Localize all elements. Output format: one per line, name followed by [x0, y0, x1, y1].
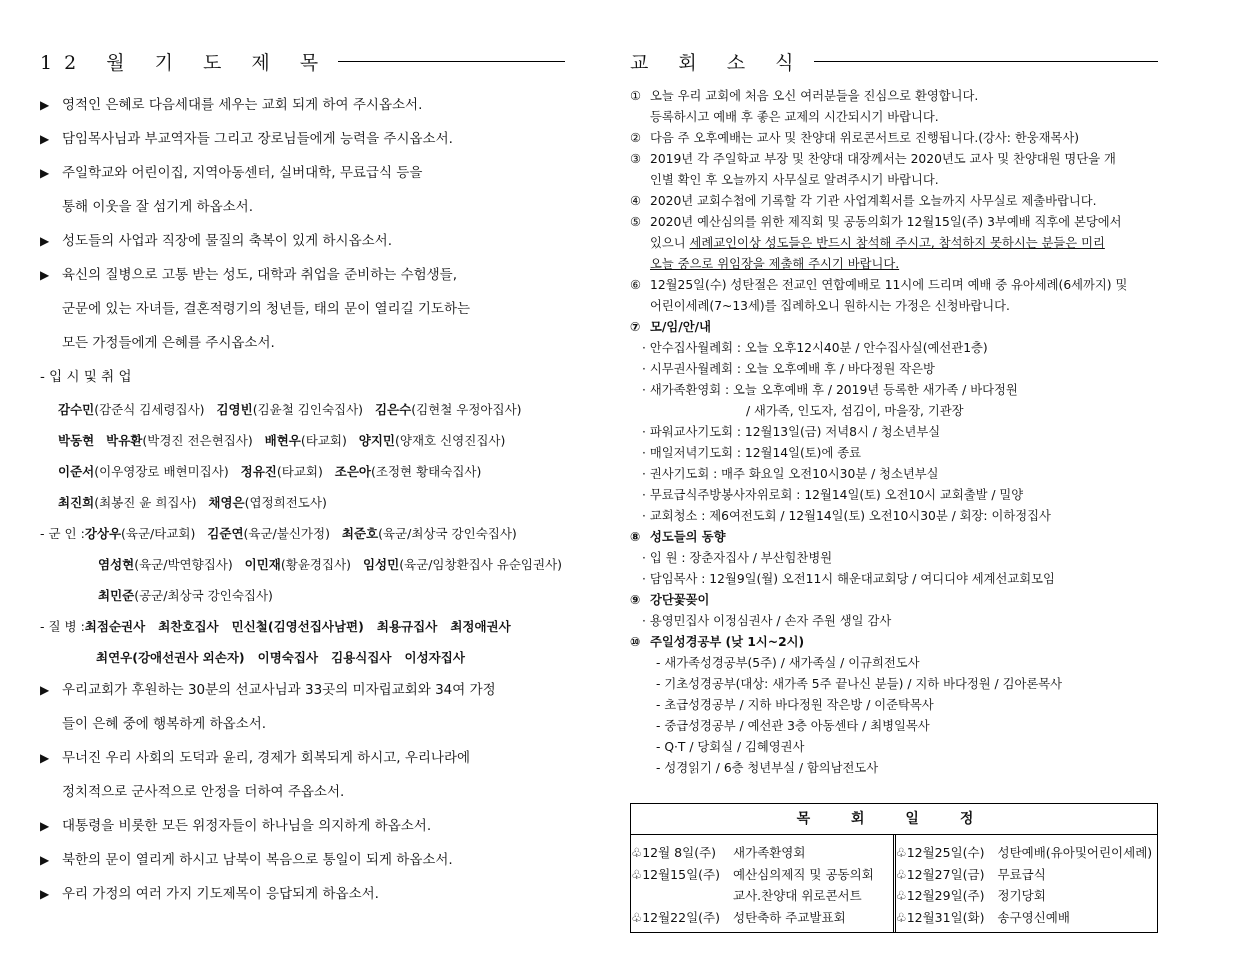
news-column: [630, 44, 1158, 779]
person-detail: (이우영장로 배현미집사): [94, 464, 229, 479]
schedule-row: ♧12월27일(금) 무료급식: [895, 866, 1046, 882]
person-name: 강상우: [84, 526, 122, 541]
prayer-list: [40, 88, 565, 911]
person-detail: (타교회): [276, 464, 323, 479]
schedule-right: [896, 835, 1158, 932]
person-detail: (엽정희전도사): [244, 495, 327, 510]
entrance-name-row: [40, 425, 565, 456]
person-name: 최진희: [58, 495, 95, 510]
person-name: 박유환: [106, 433, 143, 448]
news-item-8: ⑧ 성도들의 동향: [630, 530, 726, 544]
person-detail: (감준식 김세령집사): [94, 402, 205, 417]
news-heading: [630, 44, 1158, 78]
schedule-left: [631, 835, 896, 932]
bullet-icon: ▶: [40, 268, 50, 282]
news-item-10: ⑩ 주일성경공부 (낮 1시~2시): [630, 635, 805, 649]
meeting-item: · 새가족환영회 : 오늘 오후예배 후 / 2019년 등록한 새가족 / 바다정원: [642, 383, 1018, 397]
bible-study-item: - Q·T / 당회실 / 김혜영권사: [656, 740, 805, 754]
person-detail: (공군/최상국 강인숙집사): [134, 588, 273, 603]
person-detail: (조정현 황태숙집사): [371, 464, 482, 479]
person-detail: (양재호 신영진집사): [395, 433, 506, 448]
news-item-1-cont: 등록하시고 예배 후 좋은 교제의 시간되시기 바랍니다.: [650, 110, 939, 124]
schedule-title: 목 회 일 정: [631, 804, 1157, 835]
person-name: 이준서: [58, 464, 95, 479]
bullet-icon: ▶: [40, 98, 50, 112]
heading-rule: [814, 61, 1158, 62]
bible-study-item: - 초급성경공부 / 지하 바다정원 작은방 / 이준탁목사: [656, 698, 934, 712]
news-item-1: ① 오늘 우리 교회에 처음 오신 여러분들을 진심으로 환영합니다.: [630, 89, 979, 103]
schedule-row: ♧12월29일(주) 정기당회: [895, 888, 1046, 903]
member-news-item: · 담임목사 : 12월9일(월) 오전11시 해운대교회당 / 여디디야 세계선교회모임: [642, 572, 1055, 586]
person-name: 배현우: [264, 433, 301, 448]
prayer-item-6: ▶ 우리교회가 후원하는 30분의 선교사님과 33곳의 미자립교회와 34여 가정: [40, 673, 565, 707]
entrance-name-row: [40, 394, 565, 425]
person-detail: (김현철 우정아집사): [411, 402, 522, 417]
heading-rule: [338, 61, 565, 62]
bullet-icon: ▶: [40, 166, 50, 180]
bible-study-item: - 기초성경공부(대상: 새가족 5주 끝나신 분들) / 지하 바다정원 / 김아론목사: [656, 677, 1062, 691]
news-item-5-cont: 있으니 세례교인이상 성도들은 반드시 참석해 주시고, 참석하지 못하시는 분들은 미리: [650, 236, 1105, 250]
prayer-item-5-cont: 모든 가정들에게 은혜를 주시옵소서.: [62, 335, 275, 351]
person-detail: (육군/박연향집사): [134, 557, 233, 572]
schedule-row: ♧12월 8일(주) 새가족환영회: [631, 845, 806, 860]
entrance-names: [40, 394, 565, 518]
bullet-icon: ▶: [40, 887, 50, 901]
prayer-item-8: ▶ 대통령을 비롯한 모든 위정자들이 하나님을 의지하게 하옵소서.: [40, 809, 565, 843]
military-names: [85, 518, 517, 549]
person-name: 김준연: [207, 526, 244, 541]
person-name: 정유진: [240, 464, 277, 479]
meeting-item: · 매일저녁기도회 : 12월14일(토)에 종료: [642, 446, 862, 460]
schedule-row: ♧12월31일(화) 송구영신예배: [895, 909, 1070, 925]
news-item-5: ⑤ 2020년 예산심의를 위한 제직회 및 공동의회가 12월15일(주) 3부예배 직후에 본당에서: [630, 215, 1122, 229]
military-names: [40, 549, 565, 580]
prayer-item-1: ▶ 영적인 은혜로 다음세대를 세우는 교회 되게 하여 주시옵소서.: [40, 88, 565, 122]
person-name: 김은수: [374, 402, 412, 417]
prayer-item-7-cont: 정치적으로 군사적으로 안정을 더하여 주옵소서.: [62, 784, 345, 800]
person-detail: (육군/타교회): [121, 526, 196, 541]
illness-row: [40, 611, 565, 642]
news-item-5-cont: 오늘 중으로 위임장을 제출해 주시기 바랍니다.: [650, 257, 900, 271]
person-detail: (타교회): [300, 433, 347, 448]
military-names: [40, 580, 565, 611]
prayer-item-3-cont: 통해 이웃을 잘 섬기게 하옵소서.: [62, 199, 253, 215]
prayer-item-9: ▶ 북한의 문이 열리게 하시고 남북이 복음으로 통일이 되게 하옵소서.: [40, 843, 565, 877]
meeting-item: · 파워교사기도회 : 12월13일(금) 저녁8시 / 청소년부실: [642, 425, 941, 439]
news-item-7: ⑦ 모/임/안/내: [630, 320, 711, 334]
person-name: 양지민: [358, 433, 396, 448]
illness-names: 최연우(강애선권사 외손자) 이명숙집사 김용식집사 이성자집사: [96, 650, 465, 665]
prayer-title: 12 월 기 도 제 목: [40, 51, 331, 74]
prayer-heading: [40, 44, 565, 78]
prayer-item-10: ▶ 우리 가정의 여러 가지 기도제목이 응답되게 하옵소서.: [40, 877, 565, 911]
person-name: 조은아: [334, 464, 372, 479]
prayer-item-6-cont: 들이 은혜 중에 행복하게 하옵소서.: [62, 716, 267, 732]
schedule-row: ♧12월25일(수) 성탄예배(유아및어린이세례): [895, 845, 1153, 860]
person-detail: (김윤철 김인숙집사): [252, 402, 364, 417]
meeting-item: · 교회청소 : 제6여전도회 / 12월14일(토) 오전10시30분 / 회장: 이하정집사: [642, 509, 1051, 523]
illness-label: - 질 병 :: [40, 619, 85, 634]
meeting-item: · 안수집사월례회 : 오늘 오후12시40분 / 안수집사실(예선관1층): [642, 341, 988, 355]
military-row: [40, 518, 565, 549]
person-name: 최민준: [98, 588, 135, 603]
meeting-item: · 무료급식주방봉사자위로회 : 12월14일(토) 오전10시 교회출발 / 밀양: [642, 488, 1024, 502]
person-name: 채영은: [208, 495, 245, 510]
prayer-item-3: ▶ 주일학교와 어린이집, 지역아동센터, 실버대학, 무료급식 등을: [40, 156, 565, 190]
news-item-6-cont: 어린이세례(7~13세)를 집례하오니 원하시는 가정은 신청바랍니다.: [650, 299, 1010, 313]
person-name: 감수민: [58, 402, 95, 417]
person-detail: (육군/최상국 강인숙집사): [378, 526, 517, 541]
person-name: 임성민: [362, 557, 400, 572]
prayer-item-4: ▶ 성도들의 사업과 직장에 물질의 축복이 있게 하시옵소서.: [40, 224, 565, 258]
person-detail: (육군/임창환집사 유순임권사): [399, 557, 563, 572]
entrance-name-row: [40, 456, 565, 487]
bible-study-item: - 중급성경공부 / 예선관 3층 아동센타 / 최병일목사: [656, 719, 930, 733]
bullet-icon: ▶: [40, 751, 50, 765]
bible-study-item: - 새가족성경공부(5주) / 새가족실 / 이규희전도사: [656, 656, 920, 670]
schedule-row: ♧12월15일(주) 예산심의제직 및 공동의회: [631, 866, 874, 882]
person-name: 김영빈: [216, 402, 253, 417]
bible-study-item: - 성경읽기 / 6층 청년부실 / 함의남전도사: [656, 761, 879, 775]
news-title: 교 회 소 식: [630, 51, 806, 74]
member-news-item: · 입 원 : 장춘자집사 / 부산힘찬병원: [642, 551, 833, 565]
schedule-body: [631, 835, 1157, 932]
schedule-row: 교사.찬양대 위로콘서트: [733, 888, 862, 903]
news-item-2: ② 다음 주 오후예배는 교사 및 찬양대 위로콘서트로 진행됩니다.(강사: 한웅재목사): [630, 131, 1080, 145]
meeting-item-cont: / 새가족, 인도자, 섬김이, 마을장, 기관장: [746, 404, 964, 418]
news-item-3-cont: 인별 확인 후 오늘까지 사무실로 알려주시기 바랍니다.: [650, 173, 939, 187]
meeting-item: · 권사기도회 : 매주 화요일 오전10시30분 / 청소년부실: [642, 467, 939, 481]
bullet-icon: ▶: [40, 819, 50, 833]
person-detail: (최봉진 윤 희집사): [94, 495, 197, 510]
bullet-icon: ▶: [40, 853, 50, 867]
person-detail: (황윤경집사): [280, 557, 352, 572]
person-detail: (박경진 전은현집사): [142, 433, 253, 448]
military-label: - 군 인 :: [40, 526, 85, 541]
prayer-item-5-cont: 군문에 있는 자녀들, 결혼적령기의 청년들, 태의 문이 열리길 기도하는: [62, 301, 471, 317]
news-list: [630, 86, 1158, 779]
news-item-9: ⑨ 강단꽃꽂이: [630, 593, 710, 607]
news-item-3: ③ 2019년 각 주일학교 부장 및 찬양대 대장께서는 2020년도 교사 및 찬양대원 명단을 개: [630, 152, 1116, 166]
person-name: 염성현: [98, 557, 135, 572]
schedule-row: ♧12월22일(주) 성탄축하 주교발표회: [631, 909, 846, 925]
person-name: 박동현: [58, 433, 95, 448]
illness-names: 최점순권사 최찬호집사 민신철(김영선집사남편) 최용규집사 최정애권사: [84, 619, 511, 634]
bullet-icon: ▶: [40, 234, 50, 248]
prayer-item-5: ▶ 육신의 질병으로 고통 받는 성도, 대학과 취업을 준비하는 수험생들,: [40, 258, 565, 292]
bullet-icon: ▶: [40, 132, 50, 146]
prayer-column: [40, 44, 565, 911]
meeting-item: · 시무권사월례회 : 오늘 오후예배 후 / 바다정원 작은방: [642, 362, 935, 376]
pastoral-schedule-box: [630, 803, 1158, 933]
person-name: 최준호: [341, 526, 379, 541]
flower-item: · 용영민집사 이정심권사 / 손자 주원 생일 감사: [642, 614, 892, 628]
prayer-item-7: ▶ 무너진 우리 사회의 도덕과 윤리, 경제가 회복되게 하시고, 우리나라에: [40, 741, 565, 775]
news-item-6: ⑥ 12월25일(수) 성탄절은 전교인 연합예배로 11시에 드리며 예배 중 유아세례(6세까지) 및: [630, 278, 1128, 292]
news-item-4: ④ 2020년 교회수첩에 기록할 각 기관 사업계획서를 오늘까지 사무실로 제출바랍니다.: [630, 194, 1097, 208]
bullet-icon: ▶: [40, 683, 50, 697]
person-name: 이민재: [244, 557, 281, 572]
entrance-name-row: [40, 487, 565, 518]
entrance-label: - 입 시 및 취 업: [40, 369, 132, 385]
prayer-item-2: ▶ 담임목사님과 부교역자들 그리고 장로님들에게 능력을 주시옵소서.: [40, 122, 565, 156]
person-detail: (육군/불신가정): [243, 526, 330, 541]
